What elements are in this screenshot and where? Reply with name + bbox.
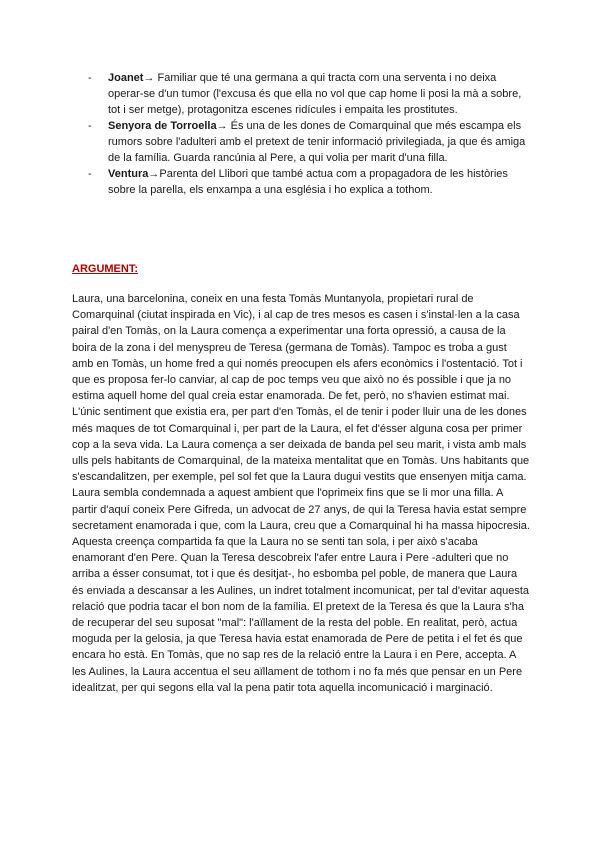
arrow-icon: →: [216, 120, 228, 132]
character-list: [0, 70, 600, 198]
character-item-senyora-de-torroella: [0, 118, 600, 166]
argument-body: [72, 291, 530, 696]
character-name: Joanet: [108, 72, 144, 84]
character-item-ventura: [0, 166, 600, 198]
character-description: Familiar que té una germana a qui tracta com una serventa i no deixa operar-se d'un tumor (l'excusa és que ella no vol que cap home li posi la mà a sobre, tot i ser metge), protagonitza escenes ridícules i empaita les prostitutes.: [108, 72, 522, 116]
arrow-icon: →: [143, 72, 155, 84]
list-bullet: -: [88, 72, 92, 84]
argument-heading: ARGUMENT:: [72, 263, 138, 275]
list-bullet: -: [88, 168, 92, 180]
list-bullet: -: [88, 120, 92, 132]
character-name: Ventura: [108, 168, 149, 180]
arrow-icon: →: [148, 168, 160, 180]
argument-paragraph: Laura sembla condemnada a aquest ambient que l'oprimeix fins que se li mor una filla. A partir d'aquí coneix Pere Gifreda, un advocat de 27 anys, de qui la Teresa havia estat sempre secretament enamorada i que, com la Laura, creu que a Comarquinal hi ha massa hipocresia. Aquesta creença compartida fa que la Laura no se senti tan sola, i per això s'acaba enamorant d'en Pere. Quan la Teresa descobreix l'afer entre Laura i Pere -adulteri que no arriba a ésser consumat, tot i que és desitjat-, ho esbomba pel poble, de manera que Laura és enviada a descansar a les Aulines, un indret totalment incomunicat, per tal d'evitar aquesta relació que podria tacar el bon nom de la família. El pretext de la Teresa és que la Laura s'ha de recuperar del seu suposat "mal": l'aïllament de la resta del poble. En realitat, però, actua moguda per la gelosia, ja que Teresa havia estat enamorada de Pere de petita i el fet és que encara ho està. En Tomàs, que no sap res de la relació entre la Laura i en Pere, accepta. A les Aulines, la Laura accentua el seu aïllament de tothom i no fa més que pensar en un Pere idealitzat, per qui segons ella val la pena patir tota aquella incomunicació i marginació.: [72, 487, 530, 694]
argument-paragraph: Laura, una barcelonina, coneix en una festa Tomàs Muntanyola, propietari rural de Comarquinal (ciutat inspirada en Vic), i al cap de tres mesos es casen i s'instal·len a la casa pairal d'en Tomàs, on la Laura comença a experimentar una forta opressió, a causa de la boira de la zona i del menyspreu de Teresa (germana de Tomàs). Tampoc es troba a gust amb en Tomàs, un home fred a qui només preocupen els afers econòmics i l'ostentació. Tot i que es proposa fer-lo canviar, al cap de poc temps veu que això no és possible i que ja no estima aquell home del qual creia estar enamorada. De fet, però, no s'havien estimat mai. L'únic sentiment que existia era, per part d'en Tomàs, el de tenir i poder lluir una de les dones més maques de tot Comarquinal i, per part de la Laura, el fet d'ésser alguna cosa per primer cop a la seva vida. La Laura comença a ser deixada de banda pel seu marit, i vista amb mals ulls pels habitants de Comarquinal, de la mateixa mentalitat que en Tomàs. Uns habitants que s'escandalitzen, per exemple, pel sol fet que la Laura dugui vestits que ensenyen mitja cama.: [72, 293, 530, 484]
character-description: És una de les dones de Comarquinal que més escampa els rumors sobre l'adulteri amb el pretext de tenir informació privilegiada, ja que és amiga de la família. Guarda rancúnia al Pere, a qui volia per marit d'una filla.: [108, 120, 526, 164]
character-name: Senyora de Torroella: [108, 120, 217, 132]
character-item-joanet: [0, 70, 600, 118]
character-description: Parenta del Llibori que també actua com a propagadora de les històries sobre la parella, els enxampa a una església i ho explica a tothom.: [108, 168, 508, 196]
